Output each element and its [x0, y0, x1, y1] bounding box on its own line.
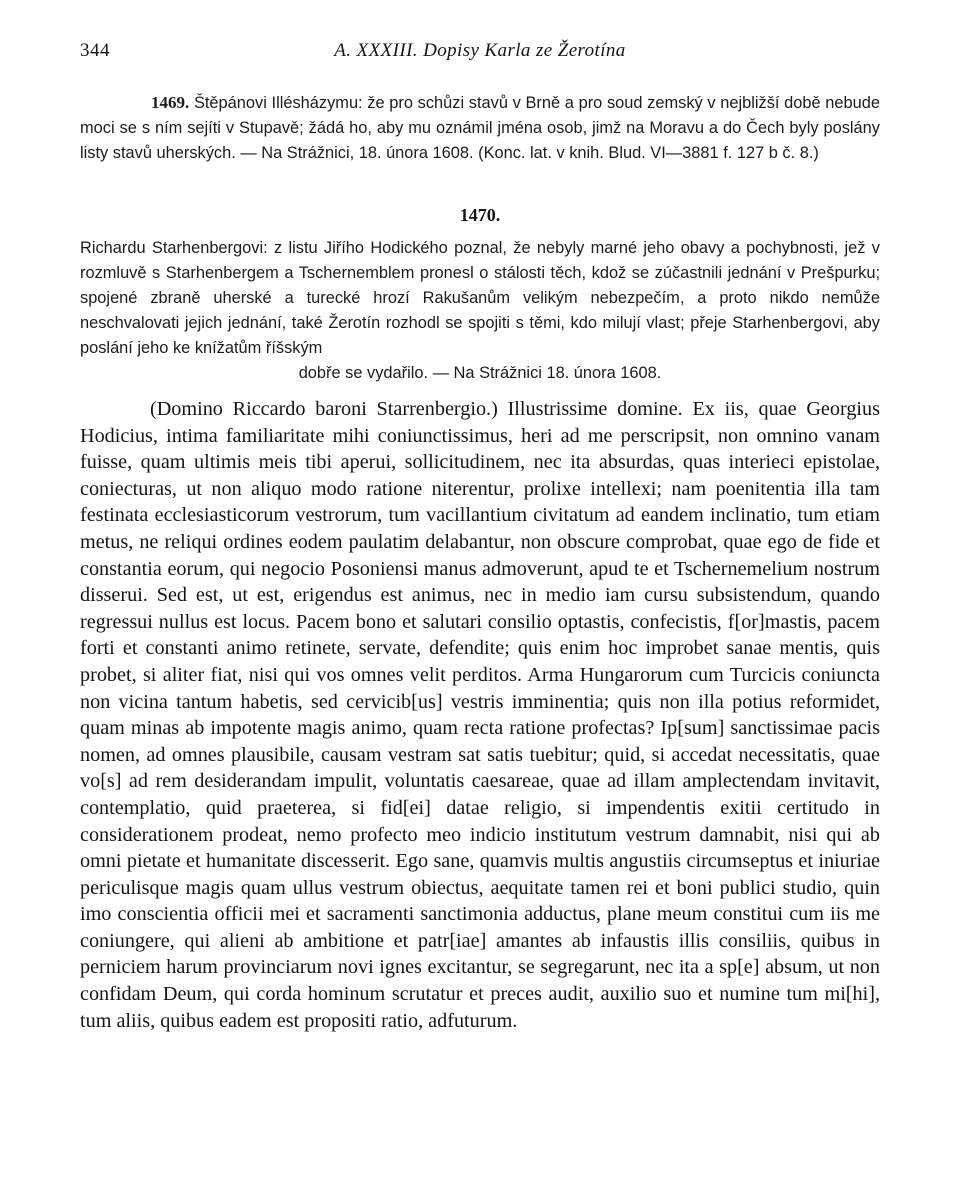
entry-heading: 1470. [459, 205, 501, 225]
entry-regest-text: Richardu Starhenbergovi: z listu Jiřího Hodického poznal, že nebyly marné jeho obavy a pochybnosti, jež v rozmluvě s Starhenbergem a Tschernemblem pronesl o stálosti těch, kdož se zúčastnili jednání v Prešpurku; spojené zbraně uherské a turecké hrozí Rakušanům velikým nebezpečím, a proto nikdo nemůže neschvalovati jejich jednání, také Žerotín rozhodl se spojiti s těmi, kdo milují vlast; přeje Starhenbergovi, aby poslání jeho ke knížatům říšským [80, 239, 880, 357]
letter-text: (Domino Riccardo baroni Starrenbergio.) Illustrissime domine. Ex iis, quae Georgius Hodicius, intima familiaritate mihi coniunctissimus, heri ad me perscripsit, non omnino vanam fuisse, quam ultimis meis tibi aperui, sollicitudinem, nec ita absurdas, quas interieci epistolae, coniecturas, ut non aliquo modo ratione niterentur, prolixe intellexi; nam poenitentia illa tam festinata ecclesiasticorum vestrorum, tum vacillantium civitatum ad eandem inclinatio, tum etiam metus, ne reliqui ordines eodem paulatim delabantur, non obscure comprobat, quae ego de fide et constantia eorum, qui negocio Posoniensi manus admoverunt, apud te et Tschernemelium nostrum disserui. Sed est, ut est, erigendus est animus, nec in medio iam cursu subsistendum, quando regressui nullus est locus. Pacem bono et salutari consilio optastis, confecistis, f[or]mastis, pacem forti et constanti animo retinete, servate, defendite; quis enim hoc improbet sanae mentis, quis probet, si aliter fiat, nisi qui vos omnes velit perditos. Arma Hungarorum cum Turcicis coniuncta non vicina tantum habetis, sed cervicib[us] vestris imminentia; quis non illa potius reformidet, quam minas ab impotente magis animo, quam recta ratione profectas? Ip[sum] sanctissimae pacis nomen, ad omnes plausibile, causam vestram sat satis tuebitur; quid, si accedat necessitatis, quae vo[s] ad rem desiderandam impulit, voluntatis caesareae, quae ad illam amplectendam invitavit, contemplatio, quid praeterea, si fid[ei] datae religio, si impendentis exitii certitudo in considerationem prodeat, nemo profecto meo indicio institutum vestrum damnabit, nisi qui ab omni pietate et humanitate discesserit. Ego sane, quamvis multis angustiis circumseptus et iniuriae periculisque magis quam ullus vestrum obiectus, aequitate tamen rei et boni publici studio, quin imo conscientia officii mei et sacramenti sanctimonia adductus, plane meum constitui cum iis me coniungere, qui alieni ab ambitione et patr[iae] amantes ab infaustis illis consiliis, quibus in perniciem harum provinciarum novi ignes excitantur, se segregarunt, nec ita a sp[e] absum, ut non confidam Deum, qui corda hominum scrutatur et preces audit, auxilio suo et numine tum mi[hi], tum aliis, quibus eadem est propositi ratio, adfuturum. [80, 398, 880, 1032]
entry-number: 1469. [151, 93, 190, 112]
entry-regest-text: Štěpánovi Illésházymu: že pro schůzi stavů v Brně a pro soud zemský v nejbližší době nebude moci se s ním sejíti v Stupavě; žádá ho, aby mu oznámil jména osob, jimž na Moravu a do Čech byly poslány listy stavů uherských. — Na Strážnici, 18. února 1608. (Konc. lat. v knih. Blud. VI—3881 f. 127 b č. 8.) [80, 94, 880, 162]
page-number: 344 [80, 40, 110, 61]
entry-regest-closing: dobře se vydařilo. — Na Strážnici 18. února 1608. [298, 364, 662, 382]
entry-1470-regest [80, 236, 880, 386]
entry-1469-regest [80, 90, 880, 166]
running-title: A. XXXIII. Dopisy Karla ze Žerotína [334, 40, 626, 61]
running-head [80, 40, 880, 66]
